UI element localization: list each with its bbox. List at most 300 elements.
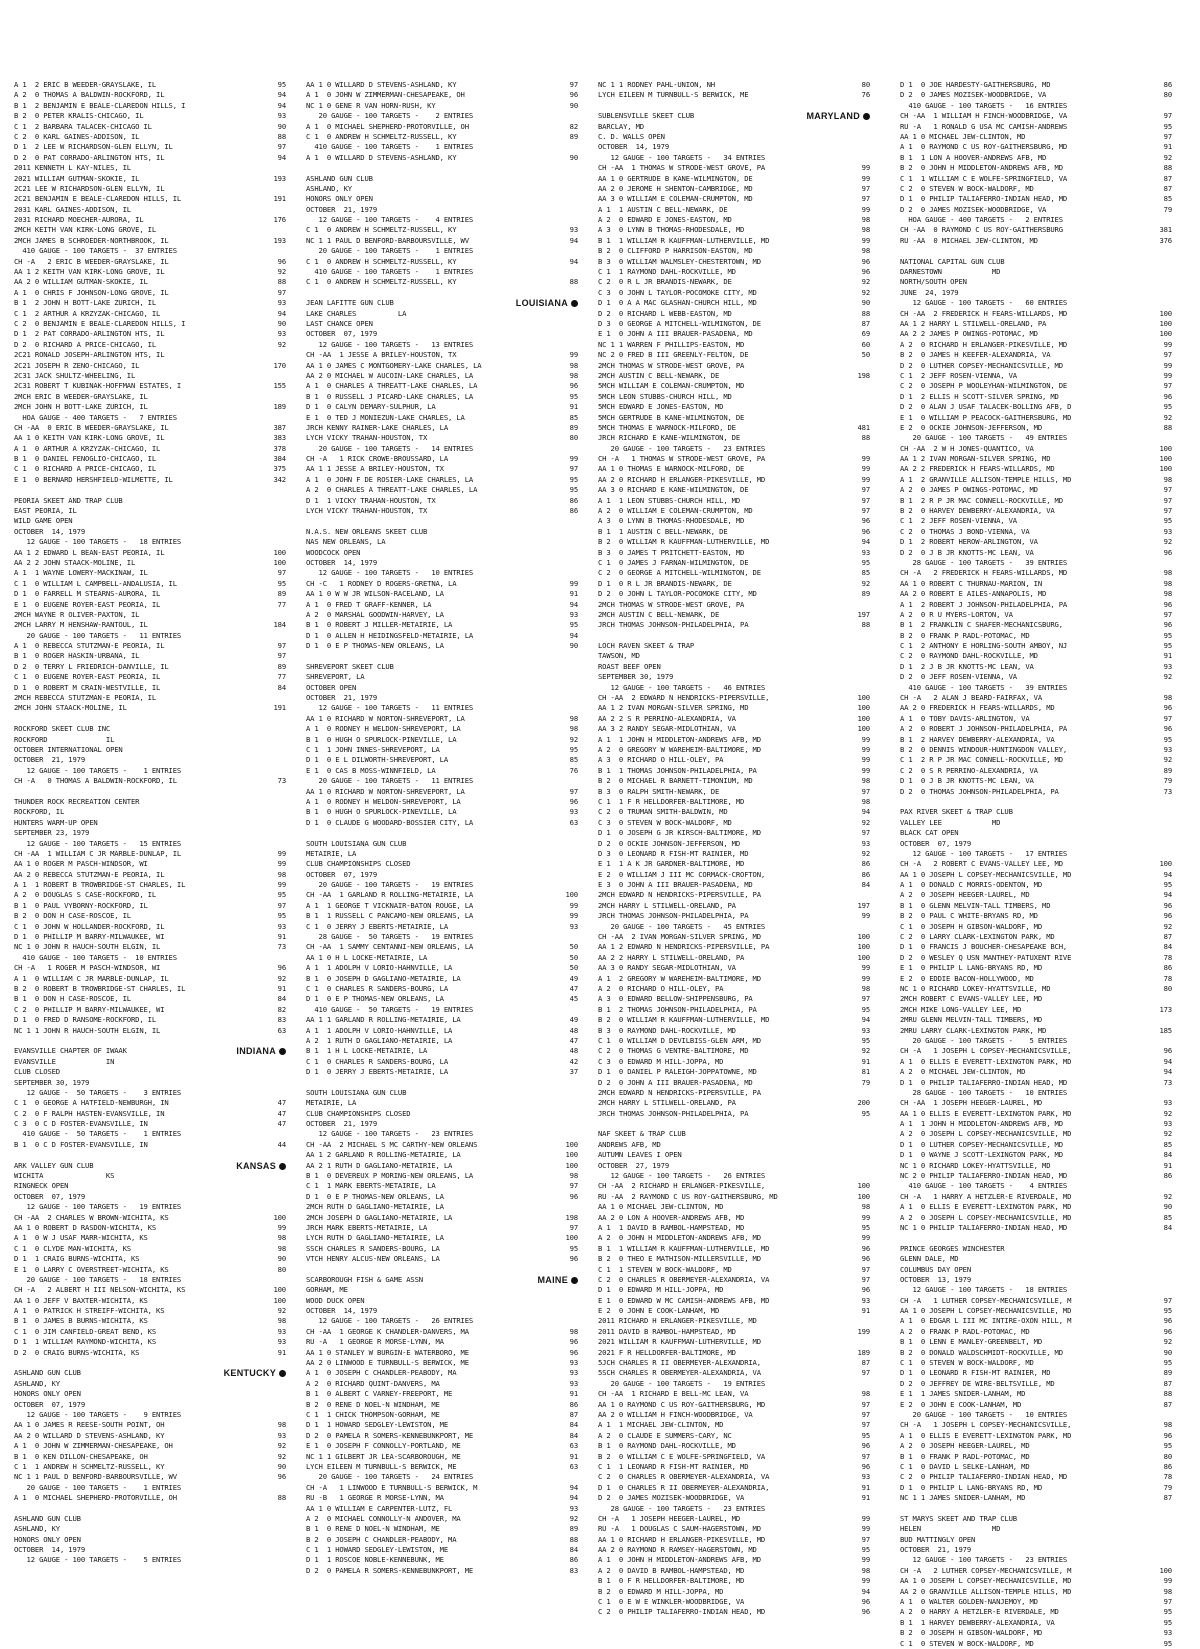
result-line — [14, 1119, 286, 1129]
line-text: CH -A 2 ROBERT C EVANS-VALLEY LEE, MD — [900, 859, 1063, 869]
result-line — [598, 942, 870, 952]
line-text: E 1 0 JOSEPH F CONNOLLY-PORTLAND, ME — [306, 1441, 461, 1451]
result-line — [598, 745, 870, 755]
result-line — [900, 1566, 1172, 1576]
line-text: A 1 0 ARTHUR A KRZYZAK-CHICAGO, IL — [14, 443, 161, 453]
line-text: 28 GAUGE - 100 TARGETS - 23 ENTRIES — [598, 1503, 766, 1513]
line-text: D 2 0 LUTHER COPSEY-MECHANICSVILLE, MD — [900, 360, 1063, 370]
info-line — [900, 1524, 1172, 1534]
result-line — [14, 132, 286, 142]
line-score: 96 — [569, 796, 578, 806]
result-line — [14, 402, 286, 412]
info-line — [598, 142, 870, 152]
line-text: CH -AA 0 RAYMOND C US ROY-GAITHERSBURG — [900, 225, 1063, 235]
line-score: 97 — [1163, 485, 1172, 495]
line-score: 97 — [861, 1410, 870, 1419]
line-text: 20 GAUGE - 100 TARGETS - 19 ENTRIES — [306, 880, 474, 890]
result-line — [306, 1379, 578, 1389]
line-score: 85 — [569, 412, 578, 422]
line-text: A 1 1 GEORGE T VICKNAIR-BATON ROUGE, LA — [306, 900, 474, 910]
line-text: HONORS ONLY OPEN — [14, 1389, 81, 1399]
line-text: B 1 2 FRANKLIN C SHAFER-MECHANICSBURG, — [900, 620, 1063, 630]
result-line — [14, 174, 286, 184]
line-score: 99 — [1163, 370, 1172, 380]
info-line — [900, 1088, 1172, 1098]
line-text: PRINCE GEORGES WINCHESTER — [900, 1243, 1005, 1253]
line-text: A 1 1 MICHAEL JEW-CLINTON, MD — [598, 1420, 724, 1430]
result-line — [598, 163, 870, 173]
line-score: 98 — [1163, 1586, 1172, 1596]
line-score: 100 — [1159, 859, 1172, 869]
line-score: 191 — [273, 194, 286, 204]
line-score: 99 — [861, 973, 870, 983]
line-text: C 3 0 C D FOSTER-EVANSVILLE, IN — [14, 1119, 148, 1129]
line-score: 95 — [1163, 121, 1172, 131]
line-text: C 2 0 RAYMOND DAHL-ROCKVILLE, MD — [900, 651, 1038, 661]
result-line — [306, 755, 578, 765]
club-section — [598, 641, 870, 1119]
line-score: 88 — [861, 433, 870, 443]
line-score: 92 — [861, 287, 870, 297]
line-text: D 2 0 PAMELA R SOMERS-KENNEBUNKPORT, ME — [306, 1430, 474, 1440]
line-score: 96 — [861, 1607, 870, 1617]
line-score: 94 — [569, 1482, 578, 1492]
line-text: CH -AA 2 FREDERICK H FEARS-WILLARDS, MD — [900, 308, 1068, 318]
result-line — [900, 80, 1172, 90]
line-score: 97 — [569, 1181, 578, 1191]
result-line — [900, 132, 1172, 142]
result-line — [900, 755, 1172, 765]
line-text: CH -A 2 ERIC B WEEDER-GRAYSLAKE, IL — [14, 256, 169, 266]
line-score: 92 — [277, 973, 286, 983]
line-text: C 3 0 JOHN L TAYLOR-POCOMOKE CITY, MD — [598, 287, 757, 297]
line-text: A 2 0 ROBERT J JOHNSON-PHILADELPHIA, PA — [900, 724, 1068, 734]
line-score: 96 — [861, 1597, 870, 1607]
result-line — [598, 703, 870, 713]
info-line — [306, 194, 578, 204]
line-text: NC 2 0 PHILIP TALIAFERRO-INDIAN HEAD, MD — [900, 1171, 1068, 1181]
line-score: 99 — [861, 204, 870, 214]
line-text: D 1 0 JERRY J EBERTS-METAIRIE, LA — [306, 1067, 449, 1077]
result-line — [598, 807, 870, 817]
line-text: A 1 0 WALTER GOLDEN-NANJEMOY, MD — [900, 1597, 1038, 1607]
result-line — [14, 464, 286, 474]
result-line — [598, 298, 870, 308]
info-line — [306, 849, 578, 859]
line-text: B 1 1 AUSTIN C BELL-NEWARK, DE — [598, 526, 728, 536]
result-line — [598, 724, 870, 734]
info-line — [598, 402, 870, 412]
line-score: 100 — [565, 1139, 578, 1149]
line-text: A 1 0 DONALD C MORRIS-ODENTON, MD — [900, 880, 1043, 890]
line-text: A 1 1 WAYNE LOWERY-MACKINAW, IL — [14, 568, 148, 578]
line-text: CH -A 1 JOSEPH L COPSEY-MECHANICSVILLE, — [900, 1420, 1072, 1430]
line-text: C 2 0 LARRY CLARK-LEXINGTON PARK, MD — [900, 932, 1055, 942]
line-text: B 2 0 JOSEPH C CHANDLER-PEABODY, MA — [306, 1534, 457, 1544]
line-score: 95 — [569, 485, 578, 495]
line-text: A 1 0 FRED T GRAFF-KENNER, LA — [306, 599, 432, 609]
line-score: 94 — [277, 152, 286, 162]
info-line — [306, 111, 578, 121]
line-text: B 1 0 DANIEL FENOGLIO-CHICAGO, IL — [14, 454, 157, 464]
result-line — [598, 1420, 870, 1430]
line-text: D 2 0 THOMAS JOHNSON-PHILADELPHIA, PA — [900, 786, 1059, 796]
line-score: 97 — [861, 495, 870, 505]
line-score: 100 — [857, 713, 870, 723]
line-score: 96 — [1163, 599, 1172, 609]
line-text: NC 1 1 PAUL D BENFORD-BARBOURSVILLE, WV — [306, 235, 469, 245]
line-text: OCTOBER INTERNATIONAL OPEN — [14, 745, 123, 754]
result-line — [900, 1306, 1172, 1316]
line-text: 2MCH ROBERT C EVANS-VALLEY LEE, MD — [900, 994, 1043, 1004]
result-line — [14, 475, 286, 485]
line-score: 85 — [1163, 1139, 1172, 1149]
line-text: AA 2 2 FREDERICK H FEARS-WILLARDS, MD — [900, 464, 1055, 474]
line-text: 20 GAUGE - 100 TARGETS - 11 ENTRIES — [14, 630, 182, 640]
line-text: D 2 0 WESLEY Q USN MANTHEY-PATUXENT RIVE — [900, 952, 1072, 962]
info-line — [14, 225, 286, 235]
result-line — [14, 1109, 286, 1119]
line-score: 383 — [273, 433, 286, 443]
line-text: C 1 0 STEVEN W BOCK-WALDORF, MD — [900, 1358, 1034, 1368]
line-score: 99 — [569, 350, 578, 360]
line-text: C 2 0 F RALPH HASTEN-EVANSVILLE, IN — [14, 1108, 165, 1118]
line-score: 87 — [861, 1358, 870, 1368]
line-score: 98 — [1163, 693, 1172, 703]
line-score: 97 — [277, 651, 286, 661]
info-line — [14, 755, 286, 765]
line-score: 91 — [861, 1482, 870, 1492]
result-line — [306, 984, 578, 994]
line-score: 88 — [277, 1493, 286, 1503]
line-text: A 1 1 JOHN H MIDDLETON-ANDREWS AFB, MD — [900, 1119, 1063, 1129]
line-score: 481 — [857, 422, 870, 432]
result-line — [598, 1555, 870, 1565]
result-line — [598, 974, 870, 984]
line-text: 12 GAUGE - 100 TARGETS - 17 ENTRIES — [900, 848, 1068, 858]
line-score: 100 — [1159, 308, 1172, 318]
result-line — [598, 1462, 870, 1472]
result-line — [14, 1493, 286, 1503]
line-score: 91 — [277, 983, 286, 993]
state-name: MARYLAND — [806, 111, 860, 122]
result-line — [900, 984, 1172, 994]
line-text: 5MCH THOMAS E WARNOCK-MILFORD, DE — [598, 422, 736, 432]
result-line — [306, 1493, 578, 1503]
info-line — [14, 1400, 286, 1410]
line-text: D 1 1 CRAIG BURNS-WICHITA, KS — [14, 1254, 140, 1264]
line-score: 98 — [1163, 568, 1172, 578]
result-line — [900, 527, 1172, 537]
result-line — [14, 1213, 286, 1223]
result-line — [900, 942, 1172, 952]
result-line — [306, 1327, 578, 1337]
line-text: B 2 0 PETER KRALIS-CHICAGO, IL — [14, 111, 144, 121]
line-text: NC 1 1 RODNEY PAHL-UNION, NH — [598, 80, 715, 89]
result-line — [900, 1046, 1172, 1056]
line-text: LYCH RUTH D GAGLIANO-METAIRIE, LA — [306, 1233, 444, 1243]
line-text: A 1 1 DAVID B RAMBOL-HAMPSTEAD, MD — [598, 1222, 745, 1232]
result-line — [900, 413, 1172, 423]
line-text: B 1 0 DEVEREUX P MORING-NEW ORLEANS, LA — [306, 1171, 474, 1181]
result-line — [306, 818, 578, 828]
line-text: D 2 0 PAT CORRADO-ARLINGTON HTS, IL — [14, 152, 165, 162]
section-gap — [306, 1078, 578, 1088]
info-line — [598, 122, 870, 132]
line-text: B 2 0 JAMES H KEEFER-ALEXANDRIA, VA — [900, 350, 1051, 360]
result-line — [900, 1119, 1172, 1129]
result-line — [900, 1213, 1172, 1223]
result-line — [900, 610, 1172, 620]
line-text: AA 1 0 GERTRUDE B KANE-WILMINGTON, DE — [598, 173, 753, 183]
result-line — [598, 537, 870, 547]
line-text: A 1 1 AUSTIN C BELL-NEWARK, DE — [598, 204, 728, 214]
line-text: E 1 1 JAMES SNIDER-LANHAM, MD — [900, 1389, 1026, 1399]
line-text: E 1 0 WILLIAM P PEACOCK-GAITHERSBURG, MD — [900, 412, 1072, 422]
result-line — [900, 1452, 1172, 1462]
line-score: 95 — [861, 1035, 870, 1045]
club-section — [14, 1368, 286, 1503]
result-line — [306, 350, 578, 360]
result-line — [900, 506, 1172, 516]
line-text: SOUTH LOUISIANA GUN CLUB — [306, 1087, 407, 1097]
line-score: 99 — [861, 163, 870, 173]
result-line — [598, 1327, 870, 1337]
line-text: B 1 1 WILLIAM R KAUFFMAN-LUTHERVILLE, MD — [598, 1243, 770, 1253]
line-text: 2MCH MIKE LONG-VALLEY LEE, MD — [900, 1004, 1022, 1014]
info-line — [14, 839, 286, 849]
line-text: B 1 0 DON H CASE-ROSCOE, IL — [14, 994, 131, 1004]
result-line — [598, 1545, 870, 1555]
line-score: 95 — [861, 1430, 870, 1440]
result-line — [598, 433, 870, 443]
line-score: 89 — [1163, 765, 1172, 775]
line-text: D 3 0 LEONARD R FISH-MT RAINIER, MD — [598, 848, 749, 858]
line-text: 2MCH ERIC B WEEDER-GRAYSLAKE, IL — [14, 391, 148, 401]
line-score: 95 — [1163, 1358, 1172, 1368]
result-line — [598, 475, 870, 485]
line-score: 84 — [569, 1430, 578, 1440]
line-text: HOA GAUGE - 400 TARGETS - 7 ENTRIES — [14, 412, 177, 422]
line-text: EVANSVILLE IN — [14, 1056, 115, 1066]
line-score: 92 — [1163, 152, 1172, 162]
line-text: E 2 0 EDDIE BACON-HOLLYWOOD, MD — [900, 973, 1034, 983]
result-line — [900, 1192, 1172, 1202]
line-text: D 1 0 A A MAC GLASHAN-CHURCH HILL, MD — [598, 298, 757, 308]
result-line — [598, 1597, 870, 1607]
info-line — [598, 672, 870, 682]
line-score: 98 — [861, 1565, 870, 1575]
line-score: 98 — [861, 983, 870, 993]
line-score: 98 — [861, 1389, 870, 1399]
line-score: 86 — [569, 1399, 578, 1409]
result-line — [306, 361, 578, 371]
line-score: 86 — [1163, 1171, 1172, 1181]
info-line — [14, 496, 286, 506]
result-line — [598, 423, 870, 433]
line-score: 97 — [861, 994, 870, 1004]
line-text: D 1 2 ELLIS H SCOTT-SILVER SPRING, MD — [900, 391, 1059, 401]
result-line — [900, 1337, 1172, 1347]
result-line — [306, 901, 578, 911]
result-line — [598, 911, 870, 921]
line-text: CH -AA 2 RICHARD H ERLANGER-PIKESVILLE, — [598, 1181, 766, 1191]
line-text: AA 1 0 JOSEPH L COPSEY-MECHANICSVILLE, MD — [900, 869, 1072, 879]
result-line — [14, 776, 286, 786]
result-line — [14, 1306, 286, 1316]
line-score: 89 — [569, 131, 578, 141]
line-score: 100 — [857, 693, 870, 703]
line-text: 2C21 JOSEPH R ZENO-CHICAGO, IL — [14, 360, 140, 370]
line-text: C 1 1 MARK EBERTS-METAIRIE, LA — [306, 1181, 436, 1191]
info-line — [14, 1524, 286, 1534]
result-line — [900, 901, 1172, 911]
line-score: 96 — [277, 256, 286, 266]
line-text: D 2 0 OCKIE JOHNSON-JEFFERSON, MD — [598, 838, 741, 848]
line-score: 86 — [569, 495, 578, 505]
line-text: ASHLAND, KY — [14, 1378, 60, 1388]
result-line — [14, 922, 286, 932]
result-line — [598, 714, 870, 724]
info-line — [900, 1015, 1172, 1025]
line-text: CH -A 2 ALAN J BEARD-FAIRFAX, VA — [900, 693, 1043, 703]
line-score: 93 — [277, 1337, 286, 1347]
result-line — [598, 953, 870, 963]
result-line — [306, 1150, 578, 1160]
result-line — [306, 496, 578, 506]
line-text: E 1 1 A K JR GARDNER-BALTIMORE, MD — [598, 859, 745, 869]
line-text: B 1 2 R P JR MAC CONNELL-ROCKVILLE, MD — [900, 495, 1063, 505]
info-line — [598, 890, 870, 900]
info-line — [900, 298, 1172, 308]
info-line — [14, 1181, 286, 1191]
info-line — [14, 163, 286, 173]
info-line — [14, 184, 286, 194]
result-line — [306, 1057, 578, 1067]
line-score: 99 — [569, 900, 578, 910]
line-text: RU -A 1 RONALD G USA MC CAMISH-ANDREWS — [900, 121, 1068, 131]
line-text: C 1 0 ANDREW H SCHMELTZ-RUSSELL, KY — [306, 225, 457, 235]
line-score: 89 — [1163, 1368, 1172, 1378]
result-line — [598, 1213, 870, 1223]
line-score: 63 — [277, 1025, 286, 1035]
line-text: AUTUMN LEAVES I OPEN — [598, 1150, 682, 1160]
result-line — [14, 911, 286, 921]
line-text: D 1 0 E P THOMAS-NEW ORLEANS, LA — [306, 641, 444, 651]
club-section — [598, 80, 870, 101]
line-score: 94 — [277, 100, 286, 110]
line-text: C 1 1 LEONARD R FISH-MT RAINIER, MD — [598, 1461, 749, 1471]
result-line — [900, 1400, 1172, 1410]
line-text: OCTOBER 07, 1979 — [306, 869, 378, 879]
line-score: 86 — [569, 1555, 578, 1565]
line-score: 95 — [569, 745, 578, 754]
info-line — [14, 1192, 286, 1202]
result-line — [14, 672, 286, 682]
result-line — [14, 994, 286, 1004]
line-text: CH -AA 2 CHARLES W BROWN-WICHITA, KS — [14, 1212, 169, 1222]
line-text: SCARBOROUGH FISH & GAME ASSN — [306, 1274, 423, 1284]
line-score: 85 — [1163, 194, 1172, 204]
line-score: 92 — [861, 277, 870, 287]
bullet-icon — [279, 1163, 286, 1170]
result-line — [306, 381, 578, 391]
line-score: 80 — [569, 433, 578, 443]
result-line — [900, 1202, 1172, 1212]
line-score: 90 — [1163, 1347, 1172, 1357]
line-score: 90 — [1163, 1202, 1172, 1212]
result-line — [900, 329, 1172, 339]
line-score: 96 — [1163, 620, 1172, 630]
line-text: AA 1 2 EDWARD N HENDRICKS-PIPERSVILLE, PA — [598, 942, 770, 952]
result-line — [14, 1316, 286, 1326]
line-text: 2011 DAVID B RAMBOL-HAMPSTEAD, MD — [598, 1326, 736, 1336]
result-line — [14, 548, 286, 558]
line-text: AA 1 0 W W JR WILSON-RACELAND, LA — [306, 589, 444, 599]
line-text: SHREVEPORT SKEET CLUB — [306, 661, 394, 671]
line-text: NC 1 1 JAMES SNIDER-LANHAM, MD — [900, 1493, 1026, 1503]
line-text: 12 GAUGE - 100 TARGETS - 19 ENTRIES — [14, 1202, 182, 1212]
line-text: A 1 1 ROBERT B TROWBRIDGE-ST CHARLES, IL — [14, 880, 186, 890]
line-score: 80 — [1163, 983, 1172, 993]
line-text: D 1 0 FARRELL M STEARNS-AURORA, IL — [14, 589, 161, 599]
line-score: 99 — [569, 454, 578, 464]
line-text: CH -A 1 ROGER M PASCH-WINDSOR, WI — [14, 963, 161, 973]
line-score: 100 — [273, 1295, 286, 1305]
line-score: 42 — [569, 1056, 578, 1066]
line-text: WILD GAME OPEN — [14, 516, 73, 526]
result-line — [598, 901, 870, 911]
line-text: A 2 0 CLAUDE E SUMMERS-CARY, NC — [598, 1430, 732, 1440]
line-text: CH -C 1 RODNEY D ROGERS-GRETNA, LA — [306, 578, 457, 588]
line-score: 91 — [1163, 1160, 1172, 1170]
line-text: 2021 F R HELLDORFER-BALTIMORE, MD — [598, 1347, 736, 1357]
line-text: AA 1 0 RAYMOND C US ROY-GAITHERSBURG, MD — [598, 1399, 766, 1409]
line-text: 12 GAUGE - 100 TARGETS - 10 ENTRIES — [306, 568, 474, 578]
line-text: AA 2 0 WILLARD D STEVENS-ASHLAND, KY — [14, 1430, 165, 1440]
line-text: 20 GAUGE - 100 TARGETS - 10 ENTRIES — [900, 1410, 1068, 1419]
line-text: 2MCH RUTH D GAGLIANO-METAIRIE, LA — [306, 1202, 444, 1212]
result-line — [598, 371, 870, 381]
result-line — [598, 496, 870, 506]
result-line — [900, 1223, 1172, 1233]
info-line — [14, 797, 286, 807]
info-line — [900, 1514, 1172, 1524]
result-line — [14, 974, 286, 984]
line-score: 189 — [273, 402, 286, 412]
line-score: 97 — [861, 485, 870, 495]
line-score: 95 — [861, 1222, 870, 1232]
line-score: 91 — [277, 932, 286, 942]
result-line — [306, 1026, 578, 1036]
result-line — [900, 745, 1172, 755]
result-line — [306, 413, 578, 423]
result-line — [900, 1129, 1172, 1139]
line-score: 91 — [1163, 142, 1172, 152]
result-line — [14, 1348, 286, 1358]
result-line — [598, 267, 870, 277]
line-text: GORHAM, ME — [306, 1285, 348, 1295]
line-score: 93 — [277, 111, 286, 121]
line-text: CH -A 2 LUTHER COPSEY-MECHANICSVILLE, M — [900, 1565, 1072, 1575]
info-line — [306, 1119, 578, 1129]
line-text: 2MCH AUSTIN C BELL-NEWARK, DE — [598, 609, 720, 619]
line-score: 99 — [861, 755, 870, 765]
result-line — [14, 381, 286, 391]
result-line — [900, 953, 1172, 963]
info-line — [14, 205, 286, 215]
line-score: 96 — [861, 526, 870, 536]
